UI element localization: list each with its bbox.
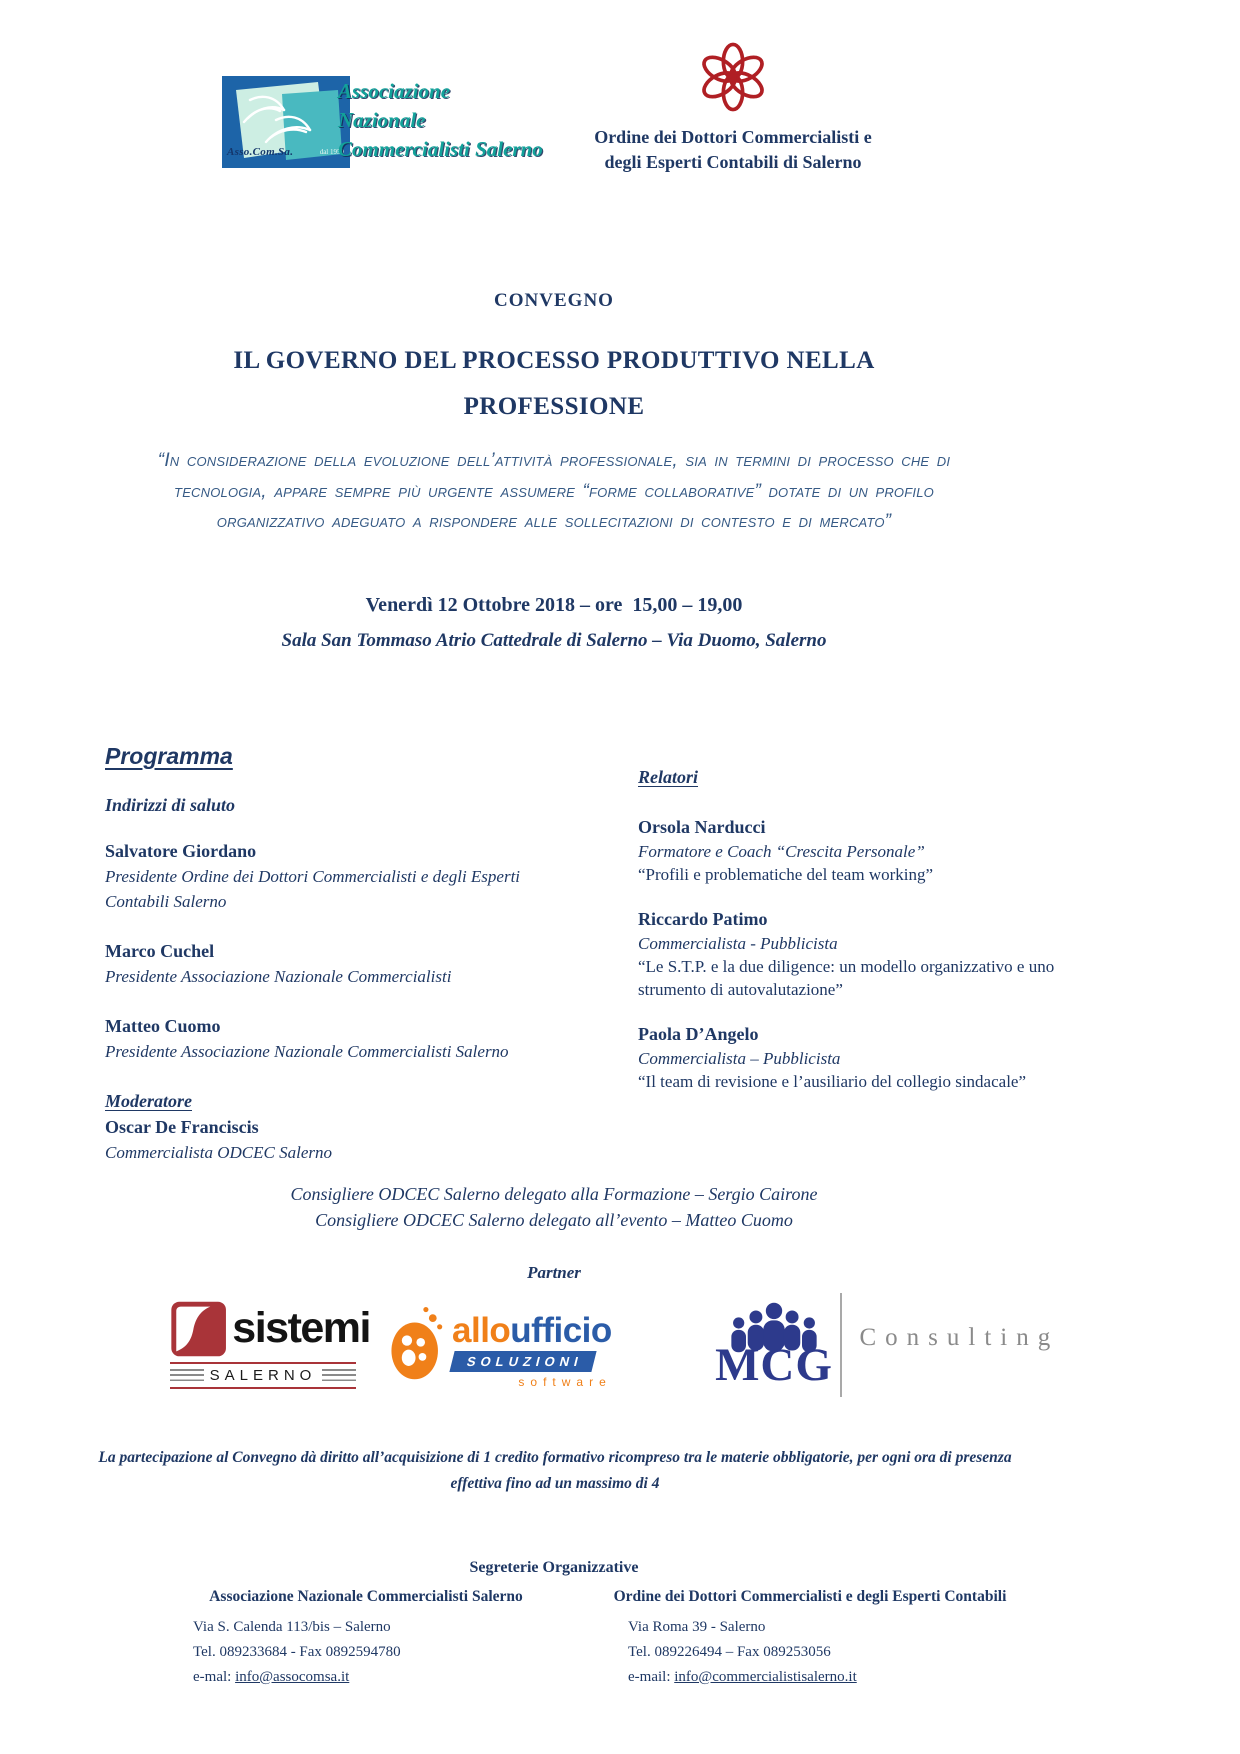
ufficio-text: ufficio: [510, 1310, 612, 1350]
allo-text: allo: [452, 1310, 511, 1350]
speaker-item: [105, 938, 575, 989]
speaker-name: Salvatore Giordano: [105, 840, 257, 861]
event-block: [100, 290, 1008, 652]
consulting-text: Consulting: [859, 1323, 1060, 1351]
alloufficio-wordmark: [452, 1301, 612, 1389]
speaker-role: Presidente Associazione Nazionale Commercialisti Salerno: [105, 1041, 509, 1061]
odcec-name-line2: degli Esperti Contabili di Salerno: [604, 152, 862, 172]
footer-left-org: [190, 1585, 542, 1690]
footer-right-details: [600, 1615, 1020, 1690]
footer-left-email-label: e-mal:: [193, 1668, 232, 1685]
anc-logo-wordmark: [338, 77, 543, 164]
speaker-name: Matteo Cuomo: [105, 1015, 221, 1036]
speaker-item: [105, 838, 575, 914]
alloufficio-blob-icon: [388, 1301, 450, 1387]
mcg-divider: [840, 1293, 842, 1397]
moderator-name: Oscar De Franciscis: [105, 1116, 259, 1137]
header: [0, 0, 1240, 172]
program-heading: Programma: [105, 742, 233, 769]
relator-item: [638, 1021, 1068, 1093]
sistemi-brand-text: sistemi: [232, 1304, 370, 1352]
footer-heading: Segreterie Organizzative: [469, 1558, 639, 1576]
stripes-left: [170, 1369, 204, 1381]
mcg-brand-text: MCG: [715, 1338, 833, 1391]
footer-columns: [0, 1585, 1240, 1715]
odcec-name-line1: Ordine dei Dottori Commercialisti e: [594, 127, 872, 147]
relator-talk: “Il team di revisione e l’ausiliario del collegio sindacale”: [638, 1071, 1027, 1091]
relator-role: Commercialista – Pubblicista: [638, 1048, 841, 1068]
event-title-line1: IL GOVERNO DEL PROCESSO PRODUTTIVO NELLA: [233, 347, 875, 374]
event-quote: “In considerazione della evoluzione dell’attività professionale, sia in termini di processo che di tecnologia, appare sempre più urgente assumere “forme collaborative” dotate di un profilo organizzativo adeguato a rispondere alle sollecitazioni di contesto e di mercato”: [157, 450, 951, 532]
moderator-role: Commercialista ODCEC Salerno: [105, 1142, 332, 1162]
anc-script-line: Commercialisti Salerno: [338, 137, 543, 161]
mcg-wordmark: [715, 1302, 833, 1391]
relator-item: [638, 906, 1068, 1001]
anc-badge-year: dal 1950: [319, 148, 344, 156]
alloufficio-brand-text: [452, 1310, 612, 1350]
anc-logo-emblem: [222, 76, 350, 168]
stripes-right: [322, 1369, 356, 1381]
relatori-column: [638, 740, 1068, 1165]
relator-item: [638, 814, 1068, 886]
footer-left-email-link[interactable]: info@assocomsa.it: [235, 1668, 350, 1685]
footer-right-phone: Tel. 089226494 – Fax 089253056: [628, 1643, 831, 1660]
footer-left-org-name: Associazione Nazionale Commercialisti Salerno: [209, 1587, 523, 1605]
program-section: [105, 740, 1240, 1165]
speaker-role: Presidente Associazione Nazionale Commercialisti: [105, 966, 452, 986]
delegates-note: [100, 1181, 1008, 1233]
relator-name: Orsola Narducci: [638, 816, 766, 837]
sistemi-salerno-bar: [170, 1362, 356, 1389]
footer-left-phone: Tel. 089233684 - Fax 0892594780: [193, 1643, 401, 1660]
footer-right-email-line: [628, 1665, 1020, 1690]
sistemi-wordmark: [170, 1299, 370, 1359]
greetings-heading: Indirizzi di saluto: [105, 794, 236, 815]
odcec-name: [560, 125, 906, 175]
footer-right-org-name: Ordine dei Dottori Commercialisti e degli Esperti Contabili: [613, 1587, 1007, 1605]
relatori-heading: Relatori: [638, 766, 699, 787]
sistemi-salerno-logo: [170, 1299, 370, 1389]
sistemi-curve-icon: [170, 1299, 227, 1359]
relator-role: Formatore e Coach “Crescita Personale”: [638, 841, 925, 861]
relator-name: Riccardo Patimo: [638, 908, 768, 929]
sistemi-city-text: SALERNO: [209, 1366, 317, 1384]
alloufficio-logo: [388, 1301, 612, 1389]
anc-script-line: Nazionale: [338, 108, 426, 132]
software-text: software: [518, 1374, 612, 1389]
program-column: [105, 740, 575, 1165]
anc-script-line: Associazione: [338, 79, 451, 103]
relator-talk: “Profili e problematiche del team working”: [638, 864, 934, 884]
moderator-heading: Moderatore: [105, 1090, 192, 1111]
anc-badge-label: Asso.Com.Sa.: [227, 146, 294, 158]
odcec-logo-block: [560, 40, 906, 175]
footer-left-address: Via S. Calenda 113/bis – Salerno: [193, 1618, 391, 1635]
event-datetime: Venerdì 12 Ottobre 2018 – ore 15,00 – 19,00: [365, 593, 743, 616]
delegate-line1: Consigliere ODCEC Salerno delegato alla Formazione – Sergio Cairone: [290, 1183, 818, 1204]
footer-left-details: [190, 1615, 542, 1690]
partner-logos-row: [0, 1291, 1240, 1401]
event-title-line2: PROFESSIONE: [463, 393, 645, 420]
footer-right-org: [600, 1585, 1020, 1690]
speaker-item: [105, 1013, 575, 1064]
mcg-consulting-logo: [716, 1291, 1059, 1399]
footer-right-email-label: e-mail:: [628, 1668, 671, 1685]
anc-salerno-logo: [222, 76, 543, 170]
event-kicker: CONVEGNO: [494, 290, 614, 311]
event-title: [100, 338, 1008, 430]
partner-heading: Partner: [527, 1262, 581, 1282]
relator-role: Commercialista - Pubblicista: [638, 933, 838, 953]
relator-talk: “Le S.T.P. e la due diligence: un modello organizzativo e uno strumento di autovalutazione”: [638, 956, 1055, 999]
soluzioni-banner: SOLUZIONI: [449, 1351, 596, 1372]
speaker-name: Marco Cuchel: [105, 940, 215, 961]
delegate-line2: Consigliere ODCEC Salerno delegato all’evento – Matteo Cuomo: [315, 1209, 793, 1230]
footer-right-email-link[interactable]: info@commercialistisalerno.it: [674, 1668, 857, 1685]
event-venue: Sala San Tommaso Atrio Cattedrale di Salerno – Via Duomo, Salerno: [281, 629, 827, 651]
relator-name: Paola D’Angelo: [638, 1023, 759, 1044]
odcec-knot-icon: [696, 40, 770, 114]
speaker-role: Presidente Ordine dei Dottori Commercialisti e degli Esperti Contabili Salerno: [105, 866, 521, 911]
footer-right-address: Via Roma 39 - Salerno: [628, 1618, 766, 1635]
credits-note: La partecipazione al Convegno dà diritto all’acquisizione di 1 credito formativo ricompreso tra le materie obbligatorie, per ogni ora di presenza effettiva fino ad un massimo di 4: [98, 1448, 1012, 1492]
footer-left-email-line: [193, 1665, 542, 1690]
